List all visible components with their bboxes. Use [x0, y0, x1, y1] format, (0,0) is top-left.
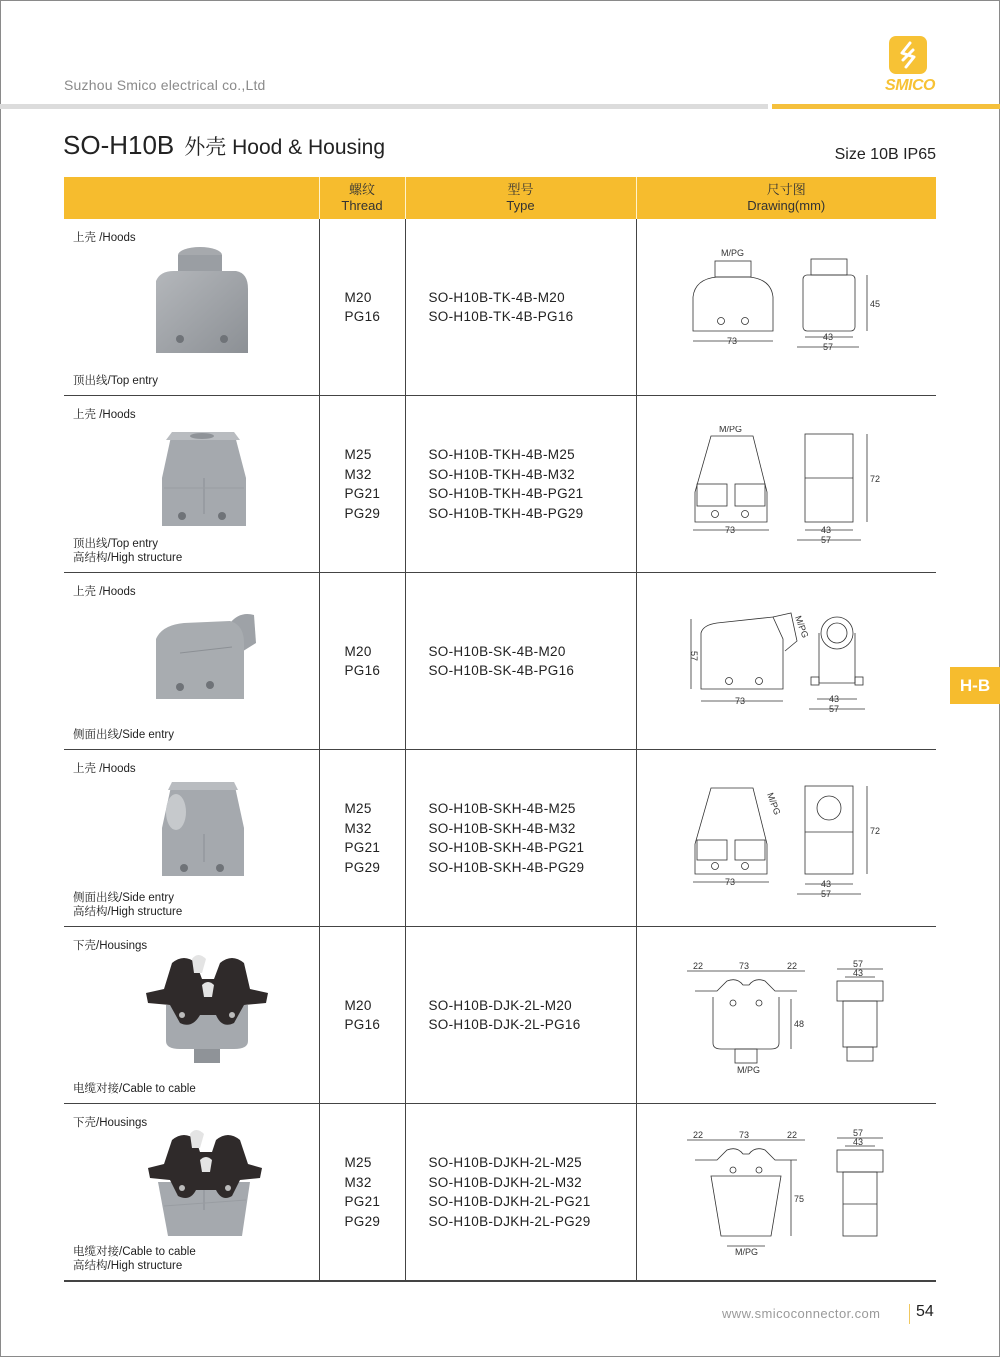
lightning-s-icon: [889, 36, 927, 74]
drawing-cell: [636, 927, 936, 1104]
type-value: SO-H10B-SK-4B-M20: [428, 643, 566, 659]
type-cell: [405, 219, 636, 396]
thread-cell: [319, 396, 405, 573]
type-value: SO-H10B-DJK-2L-M20: [428, 997, 572, 1013]
svg-text:57: 57: [820, 889, 831, 899]
thread-cell: [319, 927, 405, 1104]
type-cell: [405, 1104, 636, 1282]
svg-text:M/PG: M/PG: [792, 614, 810, 640]
thread-value: M32: [344, 466, 372, 482]
thread-value: M32: [344, 820, 372, 836]
type-cell: [405, 573, 636, 750]
thread-value: PG21: [344, 1194, 381, 1209]
svg-text:57: 57: [828, 704, 839, 714]
header-rule: [0, 104, 768, 109]
thread-value: PG16: [344, 1017, 381, 1032]
entry-caption: 电缆对接/Cable to cable: [73, 1083, 196, 1095]
table-header-row: [64, 177, 936, 219]
thread-value: M25: [344, 1155, 372, 1170]
dimension-drawing: [687, 780, 887, 900]
entry-caption: 电缆对接/Cable to cable 高结构/High structure: [73, 1246, 196, 1272]
type-value: SO-H10B-TKH-4B-M32: [428, 466, 575, 482]
company-name: Suzhou Smico electrical co.,Ltd: [64, 77, 266, 93]
table-row: [64, 219, 936, 396]
table-row: [64, 396, 936, 573]
table-row: [64, 1104, 936, 1282]
table-row: [64, 573, 936, 750]
type-value: SO-H10B-SKH-4B-PG29: [428, 859, 585, 875]
hood-side-entry-image: [144, 595, 274, 715]
thread-value: M25: [344, 801, 372, 816]
svg-text:45: 45: [869, 299, 880, 309]
svg-text:57: 57: [822, 342, 833, 352]
svg-text:43: 43: [820, 525, 831, 535]
svg-text:M/PG: M/PG: [734, 1247, 758, 1257]
svg-text:22: 22: [692, 961, 703, 971]
housing-cable-to-cable-image: [144, 949, 274, 1069]
table-row: [64, 750, 936, 927]
svg-text:73: 73: [738, 1130, 749, 1140]
svg-text:43: 43: [822, 332, 833, 342]
type-value: SO-H10B-TK-4B-PG16: [428, 309, 574, 324]
type-cell: [405, 396, 636, 573]
category-label: 上壳 /Hoods: [73, 409, 136, 421]
svg-text:M/PG: M/PG: [718, 426, 742, 434]
spec-table: [64, 177, 936, 1282]
thread-value: PG29: [344, 505, 381, 521]
svg-text:43: 43: [852, 968, 863, 978]
category-label: 上壳 /Hoods: [73, 586, 136, 598]
footer-url: www.smicoconnector.com: [722, 1306, 881, 1321]
footer-divider: [909, 1304, 910, 1324]
product-cell: [64, 750, 319, 927]
drawing-cell: [636, 396, 936, 573]
svg-text:57: 57: [852, 1128, 863, 1138]
logo-text: SMICO: [885, 77, 935, 94]
table-row: [64, 927, 936, 1104]
svg-text:72: 72: [869, 474, 880, 484]
product-cell: [64, 573, 319, 750]
product-cell: [64, 219, 319, 396]
type-value: SO-H10B-DJKH-2L-PG21: [428, 1194, 591, 1209]
hood-side-entry-high-image: [144, 772, 274, 892]
svg-text:73: 73: [734, 696, 745, 706]
hood-top-entry-high-image: [144, 418, 274, 538]
svg-text:75: 75: [793, 1194, 804, 1204]
drawing-cell: [636, 750, 936, 927]
svg-text:57: 57: [852, 959, 863, 969]
category-label: 上壳 /Hoods: [73, 232, 136, 244]
type-value: SO-H10B-SKH-4B-PG21: [428, 840, 585, 855]
column-header-product: [64, 177, 319, 219]
header-accent-rule: [772, 104, 1000, 109]
svg-text:22: 22: [786, 1130, 797, 1140]
column-header-drawing: 尺寸图 Drawing(mm): [636, 177, 936, 219]
thread-value: PG29: [344, 859, 381, 875]
section-tab: H-B: [950, 667, 1000, 704]
thread-cell: [319, 1104, 405, 1282]
size-rating: Size 10B IP65: [834, 146, 936, 163]
page-number: 54: [916, 1303, 934, 1320]
svg-text:43: 43: [852, 1137, 863, 1147]
column-header-thread: 螺纹 Thread: [319, 177, 405, 219]
svg-text:M/PG: M/PG: [720, 249, 744, 258]
dimension-drawing: [687, 426, 887, 546]
thread-value: PG16: [344, 663, 381, 678]
type-value: SO-H10B-TKH-4B-PG29: [428, 505, 584, 521]
category-label: 下壳/Housings: [73, 940, 148, 952]
svg-text:73: 73: [738, 961, 749, 971]
svg-text:M/PG: M/PG: [736, 1065, 760, 1075]
svg-text:57: 57: [688, 651, 699, 662]
drawing-cell: [636, 1104, 936, 1282]
svg-text:22: 22: [692, 1130, 703, 1140]
column-header-type: 型号 Type: [405, 177, 636, 219]
category-label: 下壳/Housings: [73, 1117, 148, 1129]
thread-value: PG21: [344, 840, 381, 855]
model-name: SO-H10B: [63, 130, 175, 160]
brand-logo: [882, 36, 942, 98]
thread-value: M20: [344, 997, 372, 1013]
thread-cell: [319, 219, 405, 396]
drawing-cell: [636, 573, 936, 750]
page-title: [63, 130, 385, 161]
entry-caption: 侧面出线/Side entry 高结构/High structure: [73, 892, 183, 918]
type-value: SO-H10B-SK-4B-PG16: [428, 663, 575, 678]
thread-value: PG21: [344, 486, 381, 501]
category-label: 上壳 /Hoods: [73, 763, 136, 775]
thread-value: M25: [344, 447, 372, 462]
type-cell: [405, 927, 636, 1104]
type-value: SO-H10B-TKH-4B-PG21: [428, 486, 584, 501]
thread-value: M32: [344, 1174, 372, 1190]
type-value: SO-H10B-TKH-4B-M25: [428, 447, 575, 462]
svg-text:73: 73: [724, 525, 735, 535]
thread-cell: [319, 750, 405, 927]
thread-value: M20: [344, 289, 372, 305]
thread-value: M20: [344, 643, 372, 659]
type-value: SO-H10B-TK-4B-M20: [428, 289, 565, 305]
entry-caption: 顶出线/Top entry: [73, 375, 158, 387]
type-value: SO-H10B-SKH-4B-M25: [428, 801, 576, 816]
svg-text:72: 72: [869, 826, 880, 836]
dimension-drawing: [687, 1128, 887, 1258]
thread-value: PG29: [344, 1213, 381, 1229]
product-cell: [64, 396, 319, 573]
svg-text:43: 43: [828, 694, 839, 704]
thread-cell: [319, 573, 405, 750]
dimension-drawing: [687, 957, 887, 1077]
svg-text:22: 22: [786, 961, 797, 971]
svg-text:73: 73: [726, 336, 737, 346]
svg-text:73: 73: [724, 877, 735, 887]
type-value: SO-H10B-DJK-2L-PG16: [428, 1017, 581, 1032]
thread-value: PG16: [344, 309, 381, 324]
svg-text:43: 43: [820, 879, 831, 889]
entry-caption: 顶出线/Top entry 高结构/High structure: [73, 538, 183, 564]
housing-cable-to-cable-high-image: [144, 1126, 274, 1246]
svg-text:48: 48: [793, 1019, 804, 1029]
page-subtitle: 外壳 Hood & Housing: [184, 136, 386, 159]
type-value: SO-H10B-DJKH-2L-M25: [428, 1155, 582, 1170]
type-value: SO-H10B-DJKH-2L-PG29: [428, 1213, 591, 1229]
hood-top-entry-image: [144, 241, 274, 361]
type-cell: [405, 750, 636, 927]
product-cell: [64, 1104, 319, 1282]
product-cell: [64, 927, 319, 1104]
entry-caption: 侧面出线/Side entry: [73, 729, 174, 741]
svg-text:M/PG: M/PG: [764, 791, 782, 817]
dimension-drawing: [687, 249, 887, 369]
type-value: SO-H10B-DJKH-2L-M32: [428, 1174, 582, 1190]
dimension-drawing: [687, 603, 887, 723]
svg-text:57: 57: [820, 535, 831, 545]
type-value: SO-H10B-SKH-4B-M32: [428, 820, 576, 836]
drawing-cell: [636, 219, 936, 396]
